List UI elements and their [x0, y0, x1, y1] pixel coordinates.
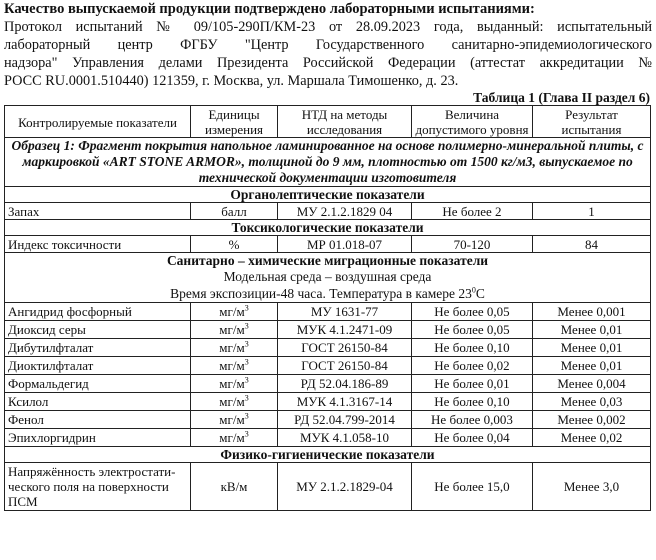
unit-cell: [191, 429, 278, 447]
method-cell: МУ 1631-77: [278, 303, 412, 321]
sample-description-row: [5, 138, 651, 187]
result-cell: Менее 0,004: [533, 375, 651, 393]
result-cell: 84: [533, 236, 651, 253]
section-title-organoleptic: Органолептические показатели: [5, 187, 651, 203]
section-row: [5, 220, 651, 236]
result-cell: Менее 3,0: [533, 463, 651, 511]
table-row: [5, 236, 651, 253]
unit-cell: [191, 357, 278, 375]
unit-cell: [191, 411, 278, 429]
protocol-line: Протокол испытаний № 09/105-290П/КМ-23 от 28.09.2023 года, выданный: испытательный: [4, 19, 652, 35]
unit-superscript: 3: [244, 375, 249, 385]
result-cell: Менее 0,01: [533, 339, 651, 357]
unit-cell: %: [191, 236, 278, 253]
section-row: [5, 253, 651, 303]
method-cell: ГОСТ 26150-84: [278, 357, 412, 375]
result-cell: Менее 0,03: [533, 393, 651, 411]
section-title-physhyg: Физико-гигиенические показатели: [5, 447, 651, 463]
section-title-sanitary: Санитарно – химические миграционные показатели: [166, 253, 489, 268]
limit-cell: Не более 0,003: [412, 411, 533, 429]
table-header-row: [5, 106, 651, 138]
indicator-cell: Запах: [5, 203, 191, 220]
limit-cell: Не более 0,05: [412, 303, 533, 321]
table-row: [5, 321, 651, 339]
limit-cell: Не более 0,05: [412, 321, 533, 339]
degree-superscript: 0: [471, 285, 476, 295]
table-row: [5, 375, 651, 393]
unit-cell: [191, 321, 278, 339]
result-cell: Менее 0,002: [533, 411, 651, 429]
unit-text: мг/м: [219, 358, 245, 373]
section-row: [5, 447, 651, 463]
document-page: [0, 1, 656, 511]
section-row: [5, 187, 651, 203]
table-caption: Таблица 1 (Глава II раздел 6): [473, 90, 650, 105]
unit-superscript: 3: [244, 411, 249, 421]
method-cell: ГОСТ 26150-84: [278, 339, 412, 357]
unit-superscript: 3: [244, 429, 249, 439]
unit-cell: [191, 393, 278, 411]
exposure-text: Время экспозиции-48 часа. Температура в камере 23: [170, 286, 472, 301]
indicator-cell: Диоктилфталат: [5, 357, 191, 375]
column-header-indicator: Контролируемые показатели: [5, 106, 191, 138]
indicator-cell: Индекс токсичности: [5, 236, 191, 253]
unit-text: мг/м: [219, 304, 245, 319]
limit-cell: 70-120: [412, 236, 533, 253]
indicator-cell: Дибутилфталат: [5, 339, 191, 357]
limit-cell: Не более 15,0: [412, 463, 533, 511]
method-cell: РД 52.04.799-2014: [278, 411, 412, 429]
document-heading: Качество выпускаемой продукции подтверждено лабораторными испытаниями:: [4, 1, 535, 17]
unit-superscript: 3: [244, 321, 249, 331]
table-row: [5, 357, 651, 375]
unit-superscript: 3: [244, 393, 249, 403]
method-cell: МУК 4.1.3167-14: [278, 393, 412, 411]
section-title-toxicological: Токсикологические показатели: [5, 220, 651, 236]
result-cell: Менее 0,02: [533, 429, 651, 447]
protocol-line: РОСС RU.0001.510440) 121359, г. Москва, ул. Маршала Тимошенко, д. 23.: [4, 73, 459, 89]
unit-text: мг/м: [219, 412, 245, 427]
indicator-cell: Диоксид серы: [5, 321, 191, 339]
method-cell: РД 52.04.186-89: [278, 375, 412, 393]
limit-cell: Не более 0,10: [412, 339, 533, 357]
column-header-result: Результат испытания: [533, 106, 651, 138]
result-cell: 1: [533, 203, 651, 220]
limit-cell: Не более 2: [412, 203, 533, 220]
protocol-line: лабораторный центр ФГБУ "Центр Государственного санитарно-эпидемиологического: [4, 37, 652, 53]
column-header-unit: Единицы измерения: [191, 106, 278, 138]
indicator-cell: Фенол: [5, 411, 191, 429]
sample-description: Образец 1: Фрагмент покрытия напольное ламинированное на основе полимерно-минеральной плиты, с маркировкой «ART STONE ARMOR», толщиной до 9 мм, плотностью от 1500 кг/м3, выпускаемое по технической документации изготовителя: [5, 138, 651, 187]
unit-superscript: 3: [244, 357, 249, 367]
unit-text: мг/м: [219, 394, 245, 409]
table-row: [5, 463, 651, 511]
table-row: [5, 303, 651, 321]
unit-superscript: 3: [244, 339, 249, 349]
test-results-table: [4, 105, 651, 511]
unit-cell: [191, 303, 278, 321]
indicator-cell: Формальдегид: [5, 375, 191, 393]
exposure-unit: С: [475, 286, 485, 301]
limit-cell: Не более 0,10: [412, 393, 533, 411]
unit-superscript: 3: [244, 303, 249, 313]
table-row: [5, 393, 651, 411]
unit-cell: кВ/м: [191, 463, 278, 511]
unit-cell: балл: [191, 203, 278, 220]
result-cell: Менее 0,001: [533, 303, 651, 321]
table-row: [5, 339, 651, 357]
result-cell: Менее 0,01: [533, 321, 651, 339]
model-medium-note: Модельная среда – воздушная среда: [223, 269, 432, 284]
column-header-method: НТД на методы исследования: [278, 106, 412, 138]
table-row: [5, 411, 651, 429]
limit-cell: Не более 0,02: [412, 357, 533, 375]
table-row: [5, 429, 651, 447]
protocol-paragraph: [4, 18, 652, 90]
unit-text: мг/м: [219, 376, 245, 391]
indicator-cell: Ангидрид фосфорный: [5, 303, 191, 321]
method-cell: МУК 4.1.2471-09: [278, 321, 412, 339]
method-cell: МУК 4.1.058-10: [278, 429, 412, 447]
table-row: [5, 203, 651, 220]
exposure-note: [8, 285, 647, 302]
column-header-limit: Величина допустимого уровня: [412, 106, 533, 138]
unit-text: мг/м: [219, 340, 245, 355]
result-cell: Менее 0,01: [533, 357, 651, 375]
method-cell: МУ 2.1.2.1829-04: [278, 463, 412, 511]
unit-text: мг/м: [219, 430, 245, 445]
indicator-cell: Ксилол: [5, 393, 191, 411]
unit-text: мг/м: [219, 322, 245, 337]
limit-cell: Не более 0,04: [412, 429, 533, 447]
method-cell: МР 01.018-07: [278, 236, 412, 253]
unit-cell: [191, 375, 278, 393]
limit-cell: Не более 0,01: [412, 375, 533, 393]
indicator-cell: Напряжённость электростати-ческого поля на поверхности ПСМ: [5, 463, 191, 511]
method-cell: МУ 2.1.2.1829 04: [278, 203, 412, 220]
section-block-sanitary: [5, 253, 651, 303]
indicator-cell: Эпихлоргидрин: [5, 429, 191, 447]
protocol-line: надзора" Управления делами Президента Российской Федерации (аттестат аккредитации №: [4, 55, 652, 71]
unit-cell: [191, 339, 278, 357]
